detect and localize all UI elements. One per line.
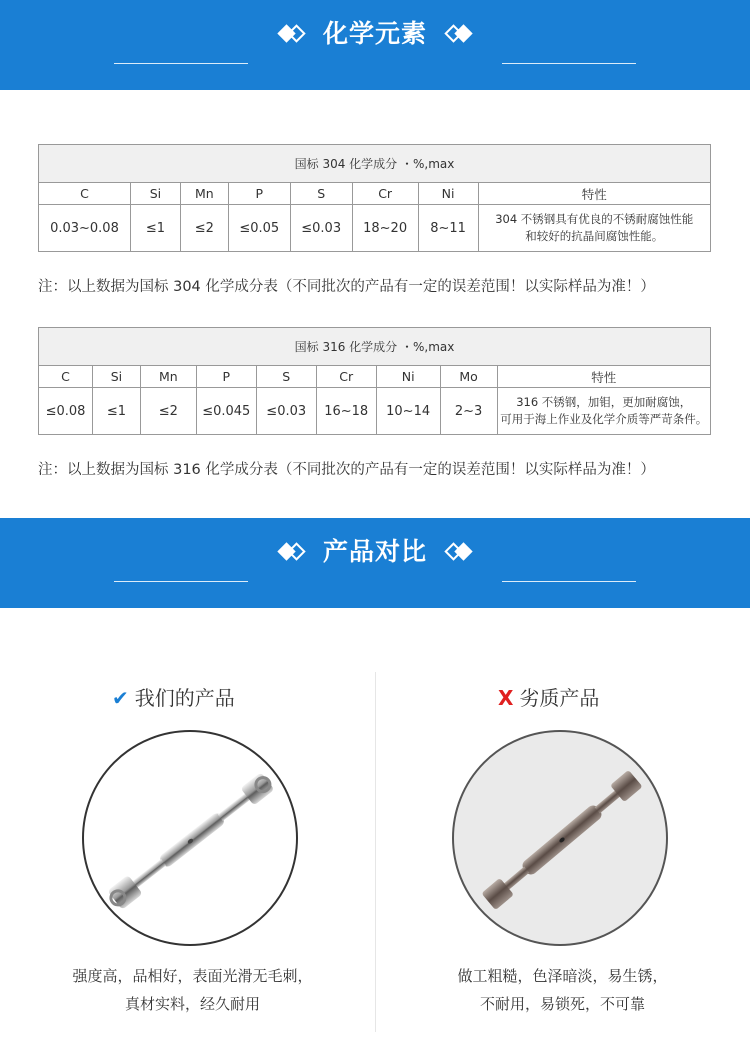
inferior-product-label: 劣质产品 [519,686,600,710]
value-cr: 16~18 [316,388,376,435]
value-s: ≤0.03 [256,388,316,435]
value-mo: 2~3 [440,388,497,435]
property-line-2: 可用于海上作业及化学介质等严苛条件。 [500,412,708,426]
value-si: ≤1 [92,388,140,435]
header-ni: Ni [376,366,440,388]
property-description [478,205,710,252]
header-si: Si [130,183,180,205]
section-banner-chemical [0,0,750,90]
header-property: 特性 [478,183,710,205]
note-304: 注：以上数据为国标 304 化学成分表（不同批次的产品有一定的误差范围！以实际样品为准！） [38,279,655,295]
value-mn: ≤2 [140,388,196,435]
header-ni: Ni [418,183,478,205]
table-316-caption: 国标 316 化学成分 ・%,max [39,328,711,366]
value-s: ≤0.03 [290,205,352,252]
value-p: ≤0.05 [228,205,290,252]
header-c: C [39,366,93,388]
our-product-caption [5,962,380,1018]
header-mn: Mn [140,366,196,388]
our-product-heading [112,682,235,711]
value-c: ≤0.08 [39,388,93,435]
property-line-1: 316 不锈钢，加钼，更加耐腐蚀， [516,395,692,409]
header-cr: Cr [352,183,418,205]
note-316: 注：以上数据为国标 316 化学成分表（不同批次的产品有一定的误差范围！以实际样品为准！） [38,462,655,478]
value-p: ≤0.045 [196,388,256,435]
turnbuckle-polished-icon [84,732,298,946]
value-ni: 8~11 [418,205,478,252]
value-si: ≤1 [130,205,180,252]
inferior-product-caption [375,962,750,1018]
value-cr: 18~20 [352,205,418,252]
inferior-product-image [452,730,668,946]
header-p: P [196,366,256,388]
section-title-chemical: 化学元素 [322,19,427,48]
our-product-label: 我们的产品 [134,686,235,710]
check-icon: ✔ [112,686,129,710]
header-p: P [228,183,290,205]
header-mo: Mo [440,366,497,388]
header-s: S [290,183,352,205]
header-s: S [256,366,316,388]
our-caption-line-1: 强度高，品相好，表面光滑无毛刺， [72,967,313,985]
value-ni: 10~14 [376,388,440,435]
turnbuckle-rusty-icon [454,732,668,946]
header-property: 特性 [497,366,710,388]
banner-line-left [114,581,248,582]
diamond-left-icon [278,23,308,45]
property-description [497,388,710,435]
banner-line-left [114,63,248,64]
property-line-2: 和较好的抗晶间腐蚀性能。 [525,229,664,243]
diamond-left-icon [278,541,308,563]
x-icon: X [498,686,514,710]
header-cr: Cr [316,366,376,388]
section-title-comparison: 产品对比 [322,537,427,566]
table-316-composition [38,327,711,435]
diamond-right-icon [442,23,472,45]
inferior-caption-line-1: 做工粗糙，色泽暗淡，易生锈， [457,967,668,985]
table-304-caption: 国标 304 化学成分 ・%,max [39,145,711,183]
inferior-product-heading [498,682,599,711]
value-c: 0.03~0.08 [39,205,131,252]
property-line-1: 304 不锈钢具有优良的不锈耐腐蚀性能 [495,212,694,226]
header-si: Si [92,366,140,388]
header-c: C [39,183,131,205]
table-304-composition [38,144,711,252]
banner-line-right [502,581,636,582]
our-product-image [82,730,298,946]
diamond-right-icon [442,541,472,563]
inferior-caption-line-2: 不耐用，易锁死，不可靠 [479,995,645,1013]
value-mn: ≤2 [180,205,228,252]
section-banner-comparison [0,518,750,608]
header-mn: Mn [180,183,228,205]
our-caption-line-2: 真材实料，经久耐用 [124,995,260,1013]
banner-line-right [502,63,636,64]
